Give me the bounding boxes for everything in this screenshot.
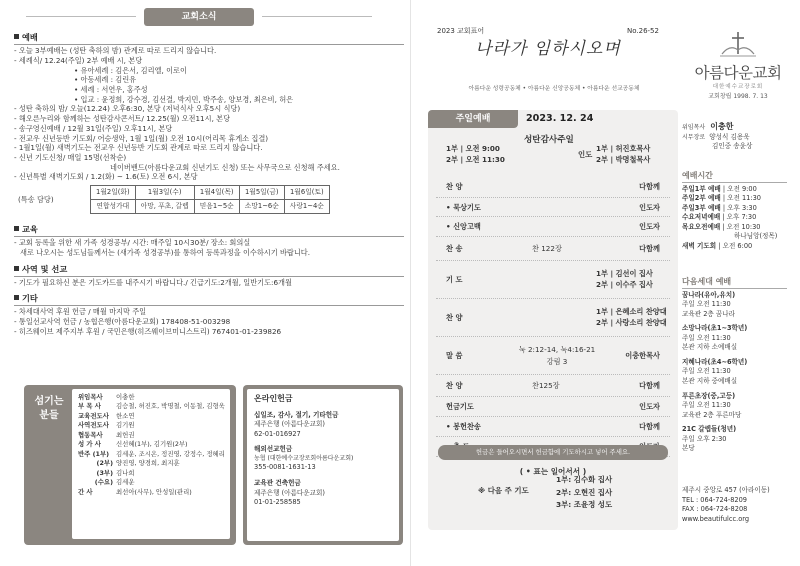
- lead-label: 인도: [578, 150, 593, 159]
- sermon-day-title: 성탄감사주일: [524, 135, 574, 145]
- sunday-worship-order: [428, 110, 678, 530]
- group-name: 푸른초장(중,고등): [682, 391, 736, 400]
- square-bullet-icon: [14, 226, 19, 231]
- offering-account: 62-01-016927: [254, 429, 301, 438]
- group-place: 교육관 2층 푸른마당: [682, 410, 742, 419]
- group-name: 꿈나라(유아,유치): [682, 290, 736, 299]
- staff-list: [72, 389, 230, 539]
- news-line: • 아동세례 : 김린유: [74, 75, 137, 85]
- community-line: 아름다운 성령공동체 • 아름다운 신앙공동체 • 아름다운 선교공동체: [468, 86, 640, 92]
- news-line: - 1월1일(월) 새벽기도는 전교우 신년등반 기도회 관계로 따로 드리지 않습니다.: [14, 143, 263, 153]
- worship-news: [14, 46, 404, 182]
- list-item: 1부: 김수화 집사: [556, 475, 613, 484]
- table-cell: 1월2일(화): [91, 186, 136, 200]
- staff-row: (수요) 김세운: [94, 478, 135, 487]
- offering-label: 교육관 건축헌금: [254, 479, 301, 488]
- worship-row: • 신앙고백 인도자: [436, 217, 670, 237]
- list-item: 주일3부 예배 | 오후 3:30: [682, 203, 757, 212]
- standing-note: ( • 표는 일어서서 ): [519, 467, 587, 476]
- lead-2: 2부 | 박명철목사: [596, 155, 651, 164]
- next-week-label: ※ 다음 주 기도: [478, 486, 529, 495]
- staff-row: 부 목 사 김승철, 허진호, 박명철, 이동철, 김형욱: [78, 402, 225, 411]
- staff-box: [24, 385, 236, 545]
- list-item: 목요오전예배 | 오전 10:30: [682, 222, 761, 231]
- offering-account: 01-01-258585: [254, 498, 301, 507]
- pastor-name: 이충한: [710, 122, 734, 131]
- next-generation-worship: [682, 276, 787, 454]
- worship-times-heading: 예배시간: [682, 170, 787, 183]
- online-offering-content: [247, 389, 399, 541]
- next-week-list: [556, 474, 612, 512]
- news-line: • 입교 : 윤정희, 강수경, 김선결, 박지민, 박주송, 양보경, 최은비, 허은: [74, 94, 294, 104]
- table-row: [91, 200, 330, 214]
- special-song-schedule: [14, 182, 404, 218]
- denomination: 대한예수교장로회: [712, 83, 764, 90]
- schedule-table: [90, 185, 330, 214]
- news-line: - 기도가 필요하신 분은 기도카드를 내주시기 바랍니다./ 긴급기도:2개월, 일반기도:6개월: [14, 277, 292, 287]
- group-name: 지혜나라(초4~6학년): [682, 357, 748, 366]
- list-item: 3부: 조윤정 성도: [556, 500, 613, 510]
- table-cell: 1월4일(목): [194, 186, 239, 200]
- worship-row: 찬 양 1부 | 은혜소리 찬양대 2부 | 사랑소리 찬양대: [436, 299, 670, 337]
- church-news-panel: [14, 8, 404, 337]
- news-line: - 통일선교사역 헌금 / 농협은행(아름다운교회) 178408-51-003298: [14, 317, 231, 327]
- worship-row: • 묵상기도 인도자: [436, 198, 670, 217]
- leaders: 위임목사 이충한 시무장로 양성식 김용욱 김인중 송윤상: [682, 122, 753, 151]
- address: 제주시 중앙로 457 (아라이동): [682, 486, 770, 494]
- table-cell: 믿음1~5순: [194, 200, 239, 214]
- worship-date: 2023. 12. 24: [526, 113, 594, 124]
- table-cell: 아망, 푸초, 갈렙: [135, 200, 194, 214]
- offering-bank: 제주은행 (아름다운교회): [254, 420, 325, 429]
- worship-row: 찬 양 찬125장 다함께: [436, 375, 670, 397]
- news-line: - 성탄 축하의 밤/ 오늘(12.24) 오후6:30, 본당 (저녁식사 오후5시 식당): [14, 104, 241, 114]
- group-time: 주일 오전 11:30: [682, 367, 731, 376]
- news-line: 네이버밴드(아름다운교회 신년기도 신청) 또는 사무국으로 신청해 주세요.: [110, 162, 340, 172]
- group-place: 본관 지하 중예배실: [682, 376, 738, 385]
- news-line: - 전교우 신년등반 기도회/ 어승생악, 1월 1일(월) 오전 10시(어리목 휴게소 집결): [14, 133, 269, 143]
- church-slogan: 나라가 임하시오며: [475, 39, 621, 59]
- schedule-label: (특송 담당): [18, 195, 54, 205]
- offering-bank: 제주은행 (아름다운교회): [254, 488, 325, 497]
- news-line: - 오늘 3부예배는 (성탄 축하의 밤) 관계로 따로 드리지 않습니다.: [14, 46, 217, 56]
- news-line: - 해오른누리와 함께하는 성탄감사콘서트/ 12.25(월) 오전11시, 본당: [14, 114, 231, 124]
- news-line: 새로 나오시는 성도님들께서는 (새가족 성경공부)를 통하여 등록과정을 이수하시기 바랍니다.: [20, 247, 311, 257]
- list-item: 주일2부 예배 | 오전 11:30: [682, 194, 761, 203]
- offering-account: 355-0081-1631-13: [254, 463, 316, 472]
- worship-row: 헌금기도 인도자: [436, 397, 670, 417]
- table-row: [91, 186, 330, 200]
- square-bullet-icon: [14, 295, 19, 300]
- table-cell: 1월5일(금): [239, 186, 284, 200]
- worship-row: 찬 양 다함께: [436, 176, 670, 198]
- group-name: 21C 갈렙들(청년): [682, 425, 737, 434]
- square-bullet-icon: [14, 34, 19, 39]
- news-line: - 신년 기도신청/ 매일 15명(선착순): [14, 152, 127, 162]
- staff-row: 교육전도사 한소연: [78, 411, 135, 420]
- list-item: 새벽 기도회 | 오전 6:00: [682, 241, 753, 250]
- worship-times: [682, 170, 787, 251]
- square-bullet-icon: [14, 266, 19, 271]
- church-contact: [682, 486, 770, 524]
- worship-row: 말 씀 눅 2:12-14, 눅4:16-21 강림 3 이충한목사: [436, 337, 670, 375]
- news-line: - 신년특별 새벽기도회 / 1.2(화) ~ 1.6(토) 오전 6시, 본당: [14, 172, 198, 182]
- group-time: 주일 오전 11:30: [682, 333, 731, 342]
- table-cell: 소망1~6순: [239, 200, 284, 214]
- staff-row: (3부) 김나희: [96, 468, 135, 477]
- etc-heading: 기타: [14, 293, 404, 306]
- table-cell: 1월6일(토): [284, 186, 329, 200]
- staff-row: 반주 (1부) 김세운, 조시온, 정진영, 강정수, 정혜리: [78, 449, 225, 458]
- staff-row: 간 사 최선아(사무), 안성일(관리): [78, 487, 192, 496]
- church-news-banner: 교회소식: [144, 8, 254, 26]
- worship-row: 기 도 1부 | 김선이 집사 2부 | 이수주 집사: [436, 261, 670, 299]
- founded-date: 교회창립 1998. 7. 13: [708, 93, 768, 101]
- news-line: - 히즈웨이브 제주지부 후원 / 국민은행(히즈웨이브미니스트리) 767401-01-239826: [14, 326, 282, 336]
- group-place: 교육관 2층 꿈나라: [682, 309, 735, 318]
- church-name: 아름다운교회: [694, 63, 782, 82]
- motto-label: 2023 교회표어: [437, 27, 485, 35]
- list-item: 주일1부 예배 | 오전 9:00: [682, 184, 757, 193]
- phone: TEL : 064-724-8209: [682, 495, 747, 504]
- news-line: • 세례 : 서연우, 홍주성: [74, 84, 148, 94]
- list-item: 수요저녁예배 | 오후 7:30: [682, 213, 757, 222]
- offering-notice: 헌금은 들어오시면서 헌금함에 기도하시고 넣어 주세요.: [438, 445, 668, 460]
- staff-row: 협동목사 최헌권: [78, 430, 135, 439]
- service-time-2: 2부 | 오전 11:30: [446, 155, 505, 164]
- worship-tag: 주일예배: [428, 110, 518, 128]
- group-time: 주일 오전 11:30: [682, 401, 731, 410]
- mission-heading: 사역 및 선교: [14, 264, 404, 277]
- church-logo: [682, 30, 794, 101]
- education-heading: 교육: [14, 224, 404, 237]
- cross-logo-icon: [718, 30, 758, 58]
- group-place: 본관 지하 소예배실: [682, 343, 738, 352]
- table-cell: 1월3일(수): [135, 186, 194, 200]
- offering-bank: 농협 (대한예수교장로회아름다운교회): [254, 454, 354, 462]
- staff-row: (2부) 양진영, 양경희, 최지훈: [96, 459, 180, 468]
- table-cell: 사랑1~4순: [284, 200, 329, 214]
- list-item: 2부: 오현진 집사: [556, 487, 613, 497]
- staff-row: 위임목사 이충한: [78, 393, 135, 401]
- fax: FAX : 064-724-8208: [682, 505, 748, 514]
- news-line: - 교회 등록을 위한 새 가족 성경공부/ 시간: 매주일 10시30분/ 장소: 회의실: [14, 238, 251, 248]
- news-line: - 송구영신예배 / 12월 31일(주일) 오후11시, 본당: [14, 123, 173, 133]
- staff-row: 사역전도사 김기원: [78, 421, 135, 430]
- group-time: 주일 오후 2:30: [682, 434, 727, 443]
- worship-row: • 봉헌찬송 다함께: [436, 417, 670, 437]
- page-fold: [410, 0, 411, 566]
- group-place: 본당: [682, 444, 695, 453]
- offering-label: 십일조, 감사, 절기, 기타헌금: [254, 410, 339, 419]
- group-name: 소망나라(초1~3학년): [682, 324, 748, 333]
- offering-label: 해외선교헌금: [254, 445, 293, 454]
- group-time: 주일 오전 11:30: [682, 300, 731, 309]
- next-generation-heading: 다음세대 예배: [682, 276, 787, 289]
- news-line: - 차세대사역 후원 헌금 / 매월 마지막 주일: [14, 307, 147, 317]
- worship-heading: 예배: [14, 32, 404, 45]
- worship-row: 찬 송 찬 122장 다함께: [436, 237, 670, 261]
- issue-number: No.26-52: [627, 27, 659, 35]
- website-link[interactable]: www.beautifulcc.org: [682, 514, 750, 523]
- news-line: • 유아세례 : 김은서, 김리엘, 이로이: [74, 65, 187, 75]
- offering-title: 온라인헌금: [254, 394, 293, 403]
- news-line: - 세례식/ 12.24(주일) 2부 예배 시, 본당: [14, 55, 143, 65]
- online-offering-box: [243, 385, 403, 545]
- staff-row: 성 가 사 신선혜(1부), 김기원(2부): [78, 440, 188, 449]
- list-item: 하나님앙(정목): [734, 232, 778, 241]
- staff-title: 섬기는 분들: [34, 396, 64, 421]
- table-cell: 연합성가대: [91, 200, 136, 214]
- service-time-1: 1부 | 오전 9:00: [446, 144, 500, 153]
- lead-1: 1부 | 허진호목사: [596, 144, 651, 153]
